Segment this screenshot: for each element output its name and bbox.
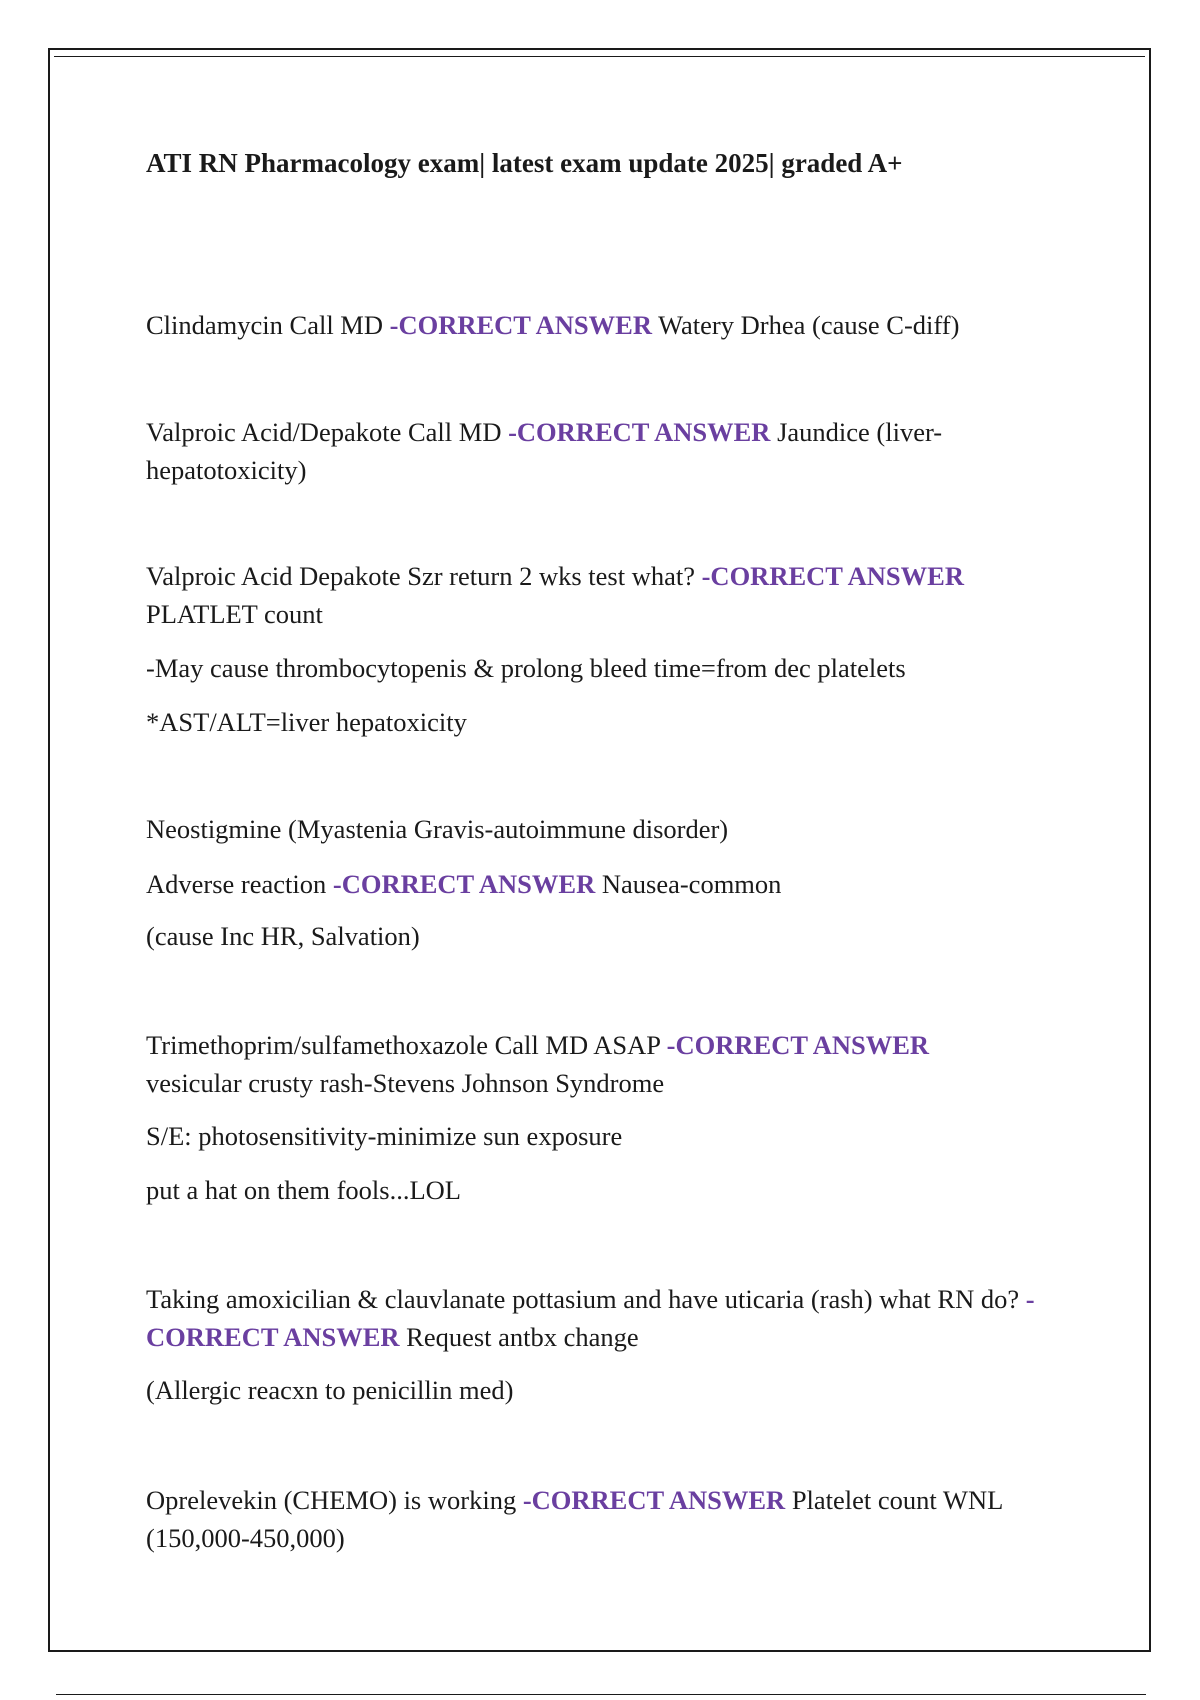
qa-entry-neostigmine	[146, 865, 1046, 903]
answer-text: Watery Drhea (cause C-diff)	[658, 310, 960, 340]
next-page-top-border	[56, 1694, 1146, 1695]
page-border-inner-line	[54, 56, 1145, 57]
qa-entry-oprelevekin	[146, 1481, 1006, 1557]
correct-answer-label: -CORRECT ANSWER	[701, 561, 964, 591]
document-title: ATI RN Pharmacology exam| latest exam update 2025| graded A+	[146, 148, 903, 178]
question-text: Clindamycin Call MD	[146, 310, 384, 340]
question-text: Taking amoxicilian & clauvlanate pottasium and have uticaria (rash) what RN do?	[146, 1284, 1020, 1314]
question-text: Valproic Acid Depakote Szr return 2 wks test what?	[146, 561, 695, 591]
note-text: -May cause thrombocytopenis & prolong bleed time=from dec platelets	[146, 653, 906, 683]
page-border	[48, 48, 1151, 1652]
qa-entry-amoxicillin	[146, 1280, 1041, 1356]
note-text: put a hat on them fools...LOL	[146, 1175, 461, 1205]
question-text: Trimethoprim/sulfamethoxazole Call MD ASAP	[146, 1030, 661, 1060]
question-text: Adverse reaction	[146, 869, 327, 899]
qa-entry-trimethoprim	[146, 1026, 1026, 1102]
answer-text: Platelet count WNL (150,000-450,000)	[146, 1485, 1003, 1553]
correct-answer-label: -CORRECT ANSWER	[146, 1284, 1035, 1352]
answer-text: vesicular crusty rash-Stevens Johnson Syndrome	[146, 1068, 665, 1098]
question-text: Oprelevekin (CHEMO) is working	[146, 1485, 517, 1515]
question-text: Valproic Acid/Depakote Call MD	[146, 417, 502, 447]
note-text: (Allergic reacxn to penicillin med)	[146, 1375, 514, 1405]
answer-text: Jaundice (liver-hepatotoxicity)	[146, 417, 943, 485]
qa-entry-valproic-platelet	[146, 557, 1026, 633]
correct-answer-label: -CORRECT ANSWER	[508, 417, 771, 447]
correct-answer-label: -CORRECT ANSWER	[332, 869, 596, 899]
note-text: S/E: photosensitivity-minimize sun exposure	[146, 1121, 623, 1151]
correct-answer-label: -CORRECT ANSWER	[522, 1485, 786, 1515]
answer-text: PLATLET count	[146, 599, 323, 629]
note-text: (cause Inc HR, Salvation)	[146, 921, 420, 951]
pre-text: Neostigmine (Myastenia Gravis-autoimmune disorder)	[146, 814, 729, 844]
qa-entry-valproic-jaundice	[146, 413, 1026, 489]
correct-answer-label: -CORRECT ANSWER	[389, 310, 652, 340]
note-text: *AST/ALT=liver hepatoxicity	[146, 707, 467, 737]
qa-entry-clindamycin	[146, 306, 1046, 344]
answer-text: Request antbx change	[406, 1322, 639, 1352]
answer-text: Nausea-common	[601, 869, 782, 899]
correct-answer-label: -CORRECT ANSWER	[666, 1030, 930, 1060]
